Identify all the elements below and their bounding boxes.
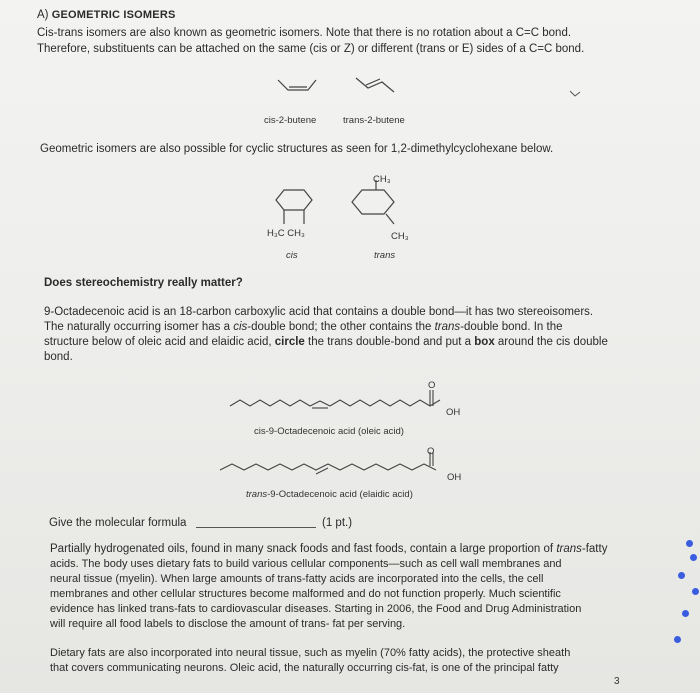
oils-line-1-b: -fatty	[581, 543, 608, 555]
heading-text: GEOMETRIC ISOMERS	[51, 9, 176, 21]
edge-dot	[682, 610, 689, 617]
dietary-line-2: that covers communicating neurons. Oleic acid, the naturally occurring cis-fat, is one of the principal fatty	[50, 662, 559, 674]
oleic-acid-label: cis-9-Octadecenoic acid (oleic acid)	[254, 426, 404, 437]
edge-dot	[692, 588, 699, 595]
trans-methyl-bond-bottom	[386, 214, 394, 224]
oils-line-2: acids. The body uses dietary fats to build various cellular components—such as cell wall membranes and	[50, 558, 562, 570]
edge-dot	[690, 554, 697, 561]
edge-dot	[678, 572, 685, 579]
oleic-acid-structure	[228, 384, 461, 418]
oleic-carbonyl-o: O	[428, 380, 436, 391]
trans-caption: trans	[374, 250, 396, 261]
intro-line-2: Therefore, substituents can be attached on the same (cis or Z) or different (trans or E) sides of a C=C bond.	[37, 43, 585, 55]
formula-points: (1 pt.)	[322, 517, 353, 529]
trans-ring	[352, 190, 394, 214]
stereo-line-2-b: -double bond; the other contains the	[247, 321, 435, 333]
trans-bottom-methyl: CH₃	[391, 231, 409, 242]
trans-butene-skeleton	[356, 78, 394, 92]
butene-structures	[270, 70, 410, 110]
elaidic-label-trans: trans	[246, 489, 268, 500]
oils-line-3: neural tissue (myelin). When large amounts of trans-fatty acids are incorporated into the cells, the cell	[50, 573, 544, 585]
cis-butene-label: cis-2-butene	[264, 115, 317, 126]
heading-prefix: A)	[37, 9, 52, 21]
oils-line-1-trans: trans	[556, 543, 582, 555]
cyclic-sentence: Geometric isomers are also possible for cyclic structures as seen for 1,2-dimethylcyclohexane below.	[40, 143, 554, 155]
elaidic-label-rest: -9-Octadecenoic acid (elaidic acid)	[267, 489, 413, 500]
oils-line-5: evidence has linked trans-fats to cardiovascular diseases. Starting in 2006, the Food and Drug Administration	[50, 603, 582, 615]
cis-caption: cis	[286, 250, 298, 261]
stereo-line-3-a: structure below of oleic acid and elaidic acid,	[44, 336, 275, 348]
stereo-line-2	[44, 320, 563, 335]
trans-butene-label: trans-2-butene	[343, 115, 405, 126]
elaidic-carbonyl-o: O	[427, 446, 435, 457]
stereo-line-3-c: around the cis double	[494, 336, 608, 348]
page-number: 3	[614, 676, 620, 687]
elaidic-acid-label	[246, 487, 413, 502]
stereo-line-4: bond.	[44, 351, 73, 363]
elaidic-oh: OH	[447, 472, 462, 483]
intro-line-1: Cis-trans isomers are also known as geometric isomers. Note that there is no rotation about a C=C bond.	[37, 27, 572, 39]
stray-mark	[568, 88, 582, 100]
stereo-line-1: 9-Octadecenoic acid is an 18-carbon carboxylic acid that contains a double bond—it has two stereoisomers.	[44, 306, 594, 318]
stereo-question: Does stereochemistry really matter?	[44, 277, 243, 289]
oleic-oh: OH	[446, 407, 461, 418]
oils-line-6: will require all food labels to disclose the amount of trans- fat per serving.	[50, 618, 406, 630]
cis-methyl-labels: H₃C CH₃	[267, 228, 305, 239]
section-heading	[37, 8, 176, 23]
stereo-line-3-b: the trans double-bond and put a	[304, 336, 475, 348]
stereo-line-3	[44, 335, 608, 350]
oils-line-1	[50, 542, 607, 557]
stereo-line-2-c: -double bond. In the	[460, 321, 563, 333]
edge-dots	[672, 540, 700, 650]
stereo-line-2-a: The naturally occurring isomer has a	[44, 321, 234, 333]
elaidic-acid-structure	[218, 450, 458, 484]
cyclohexane-structures	[268, 180, 428, 230]
cis-butene-skeleton	[278, 80, 316, 90]
trans-top-methyl: CH₃	[373, 174, 391, 185]
oils-line-1-a: Partially hydrogenated oils, found in many snack foods and fast foods, contain a large proportion of	[50, 543, 557, 555]
oils-line-4: membranes and other cellular structures become malformed and do not function properly. Much scientific	[50, 588, 561, 600]
edge-dot	[674, 636, 681, 643]
formula-prompt: Give the molecular formula	[49, 517, 187, 529]
stereo-line-3-box: box	[474, 336, 495, 348]
stereo-line-2-cis: cis	[233, 321, 248, 333]
edge-dot	[686, 540, 693, 547]
cis-ring	[276, 190, 312, 210]
stereo-line-2-trans: trans	[434, 321, 461, 333]
dietary-line-1: Dietary fats are also incorporated into neural tissue, such as myelin (70% fatty acids), the protective sheath	[50, 647, 571, 659]
formula-answer-line[interactable]	[196, 527, 316, 528]
stereo-line-3-circle: circle	[274, 336, 305, 348]
